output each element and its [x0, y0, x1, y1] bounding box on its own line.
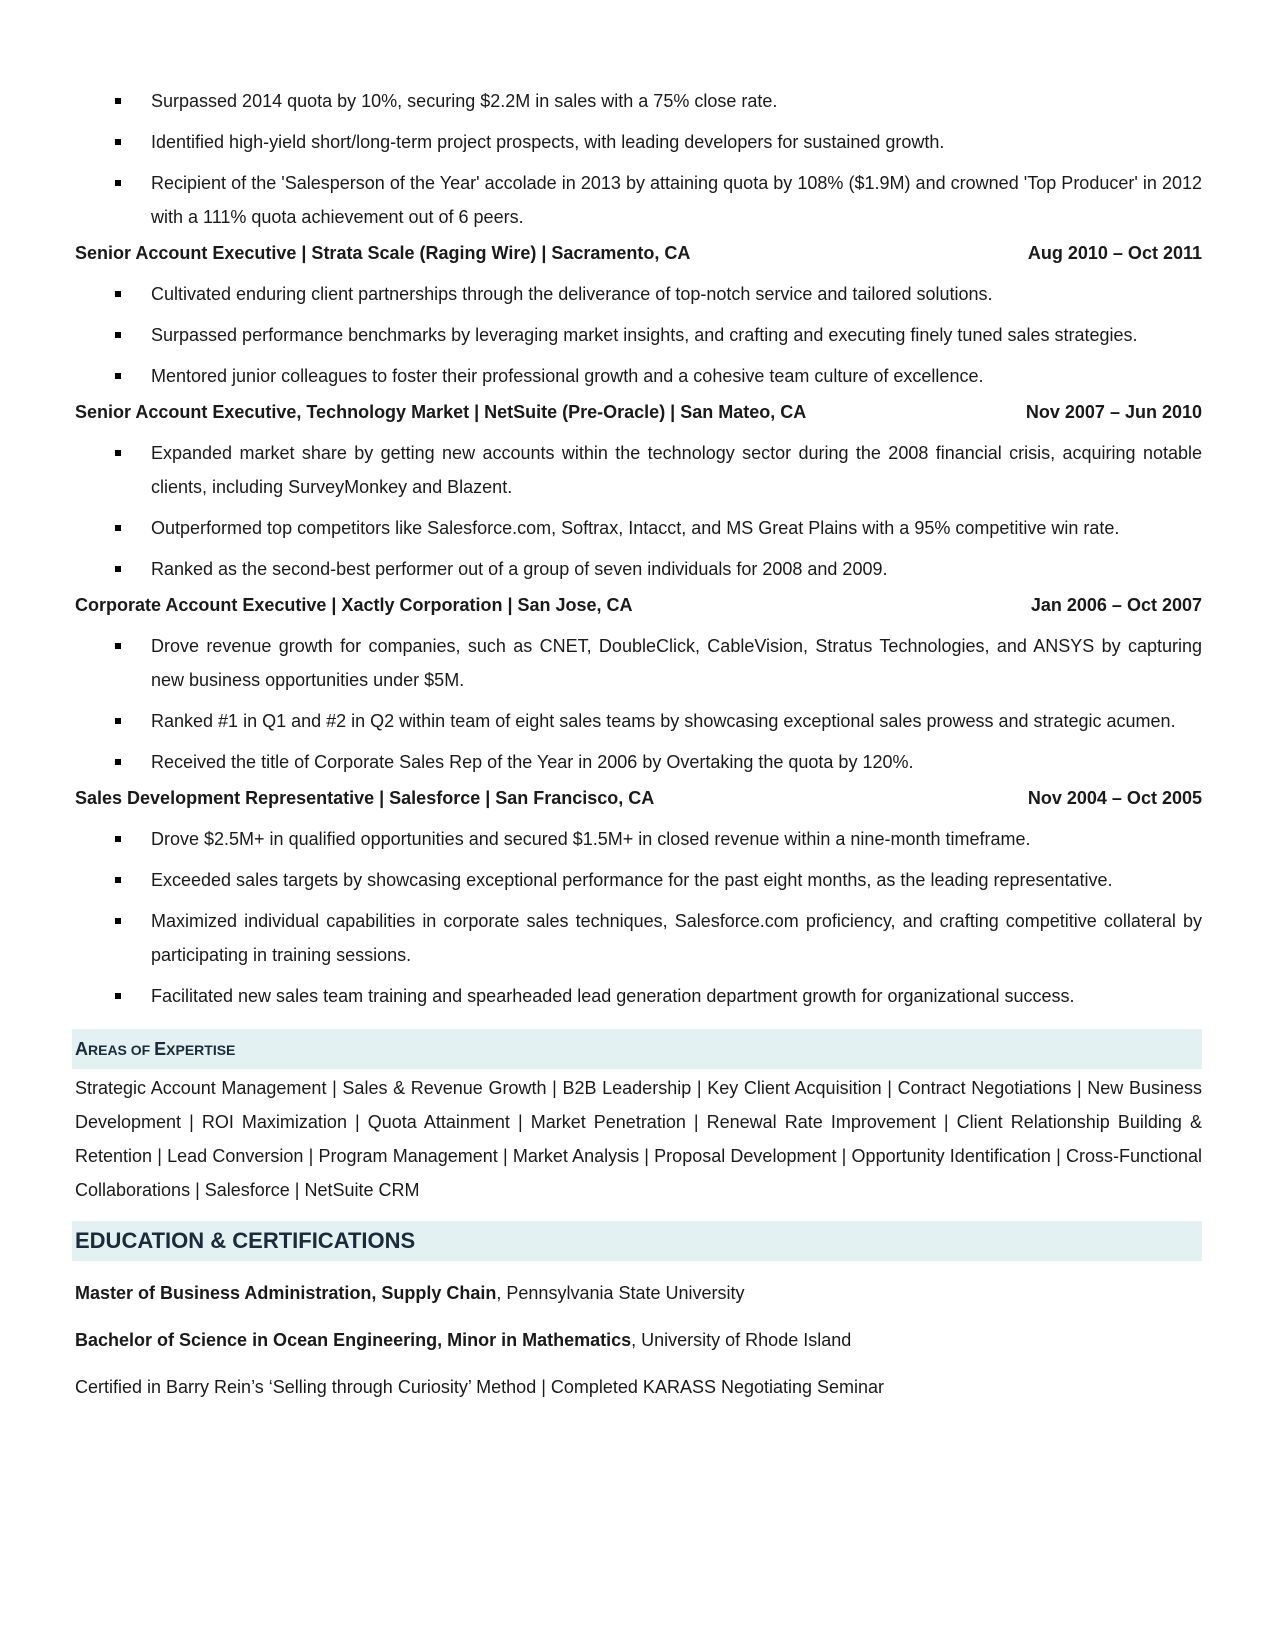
list-item: Ranked as the second-best performer out of a group of seven individuals for 2008 and 2009. [75, 552, 1202, 586]
bullet-square-icon [115, 643, 121, 649]
job-title: Senior Account Executive | Strata Scale (Raging Wire) | Sacramento, CA [75, 243, 691, 263]
job-bullet-list [75, 822, 1202, 1013]
list-item: Outperformed top competitors like Salesforce.com, Softrax, Intacct, and MS Great Plains with a 95% competitive win rate. [75, 511, 1202, 545]
job-header [75, 239, 1202, 267]
list-item: Identified high-yield short/long-term project prospects, with leading developers for sustained growth. [75, 125, 1202, 159]
job-bullet-list [75, 629, 1202, 779]
job-header [75, 784, 1202, 812]
degree-mba: Master of Business Administration, Supply Chain, Pennsylvania State University [75, 1283, 745, 1303]
list-item: Cultivated enduring client partnerships through the deliverance of top-notch service and tailored solutions. [75, 277, 1202, 311]
bullet-square-icon [115, 180, 121, 186]
list-item: Facilitated new sales team training and spearheaded lead generation department growth for organizational success. [75, 979, 1202, 1013]
bullet-square-icon [115, 373, 121, 379]
top-bullet-list [75, 84, 1202, 234]
job-title: Sales Development Representative | Salesforce | San Francisco, CA [75, 788, 655, 808]
degree-bs: Bachelor of Science in Ocean Engineering, Minor in Mathematics, University of Rhode Island [75, 1330, 852, 1350]
list-item: Expanded market share by getting new accounts within the technology sector during the 2008 financial crisis, acquiring notable clients, including SurveyMonkey and Blazent. [75, 436, 1202, 504]
bullet-square-icon [115, 566, 121, 572]
bullet-square-icon [115, 759, 121, 765]
bullet-square-icon [115, 918, 121, 924]
bullet-square-icon [115, 718, 121, 724]
job-dates: Nov 2004 – Oct 2005 [1027, 788, 1202, 808]
list-item: Recipient of the 'Salesperson of the Year' accolade in 2013 by attaining quota by 108% ($1.9M) and crowned 'Top Producer' in 2012 with a 111% quota achievement out of 6 peers. [75, 166, 1202, 234]
bullet-square-icon [115, 450, 121, 456]
list-item: Drove $2.5M+ in qualified opportunities and secured $1.5M+ in closed revenue within a nine-month timeframe. [75, 822, 1202, 856]
section-heading-expertise: AREAS OF EXPERTISE [72, 1029, 1202, 1069]
bullet-square-icon [115, 291, 121, 297]
list-item: Ranked #1 in Q1 and #2 in Q2 within team of eight sales teams by showcasing exceptional sales prowess and strategic acumen. [75, 704, 1202, 738]
list-item: Maximized individual capabilities in corporate sales techniques, Salesforce.com proficiency, and crafting competitive collateral by participating in training sessions. [75, 904, 1202, 972]
job-bullet-list [75, 436, 1202, 586]
job-title: Corporate Account Executive | Xactly Corporation | San Jose, CA [75, 595, 633, 615]
bullet-square-icon [115, 525, 121, 531]
job-dates: Jan 2006 – Oct 2007 [1030, 595, 1202, 615]
bullet-square-icon [115, 332, 121, 338]
list-item: Exceeded sales targets by showcasing exceptional performance for the past eight months, as the leading representative. [75, 863, 1202, 897]
job-header [75, 398, 1202, 426]
list-item: Surpassed performance benchmarks by leveraging market insights, and crafting and executing finely tuned sales strategies. [75, 318, 1202, 352]
bullet-square-icon [115, 139, 121, 145]
job-header [75, 591, 1202, 619]
expertise-text: Strategic Account Management | Sales & Revenue Growth | B2B Leadership | Key Client Acquisition | Contract Negotiations | New Business Development | ROI Maximization | Quota Attainment | Market Penetration | Renewal Rate Improvement | Client Relationship Building & Retention | Lead Conversion | Program Management | Market Analysis | Proposal Development | Opportunity Identification | Cross-Functional Collaborations | Salesforce | NetSuite CRM [75, 1078, 1202, 1200]
job-bullet-list [75, 277, 1202, 393]
bullet-square-icon [115, 993, 121, 999]
list-item: Drove revenue growth for companies, such as CNET, DoubleClick, CableVision, Stratus Technologies, and ANSYS by capturing new business opportunities under $5M. [75, 629, 1202, 697]
list-item: Surpassed 2014 quota by 10%, securing $2.2M in sales with a 75% close rate. [75, 84, 1202, 118]
job-dates: Nov 2007 – Jun 2010 [1025, 402, 1202, 422]
bullet-square-icon [115, 836, 121, 842]
job-title: Senior Account Executive, Technology Market | NetSuite (Pre-Oracle) | San Mateo, CA [75, 402, 807, 422]
list-item: Mentored junior colleagues to foster their professional growth and a cohesive team culture of excellence. [75, 359, 1202, 393]
section-heading-education: EDUCATION & CERTIFICATIONS [72, 1221, 1202, 1261]
certifications: Certified in Barry Rein’s ‘Selling through Curiosity’ Method | Completed KARASS Negotiating Seminar [75, 1377, 885, 1397]
bullet-square-icon [115, 98, 121, 104]
resume-page [75, 84, 1202, 1402]
bullet-square-icon [115, 877, 121, 883]
list-item: Received the title of Corporate Sales Rep of the Year in 2006 by Overtaking the quota by 120%. [75, 745, 1202, 779]
job-dates: Aug 2010 – Oct 2011 [1027, 243, 1202, 263]
